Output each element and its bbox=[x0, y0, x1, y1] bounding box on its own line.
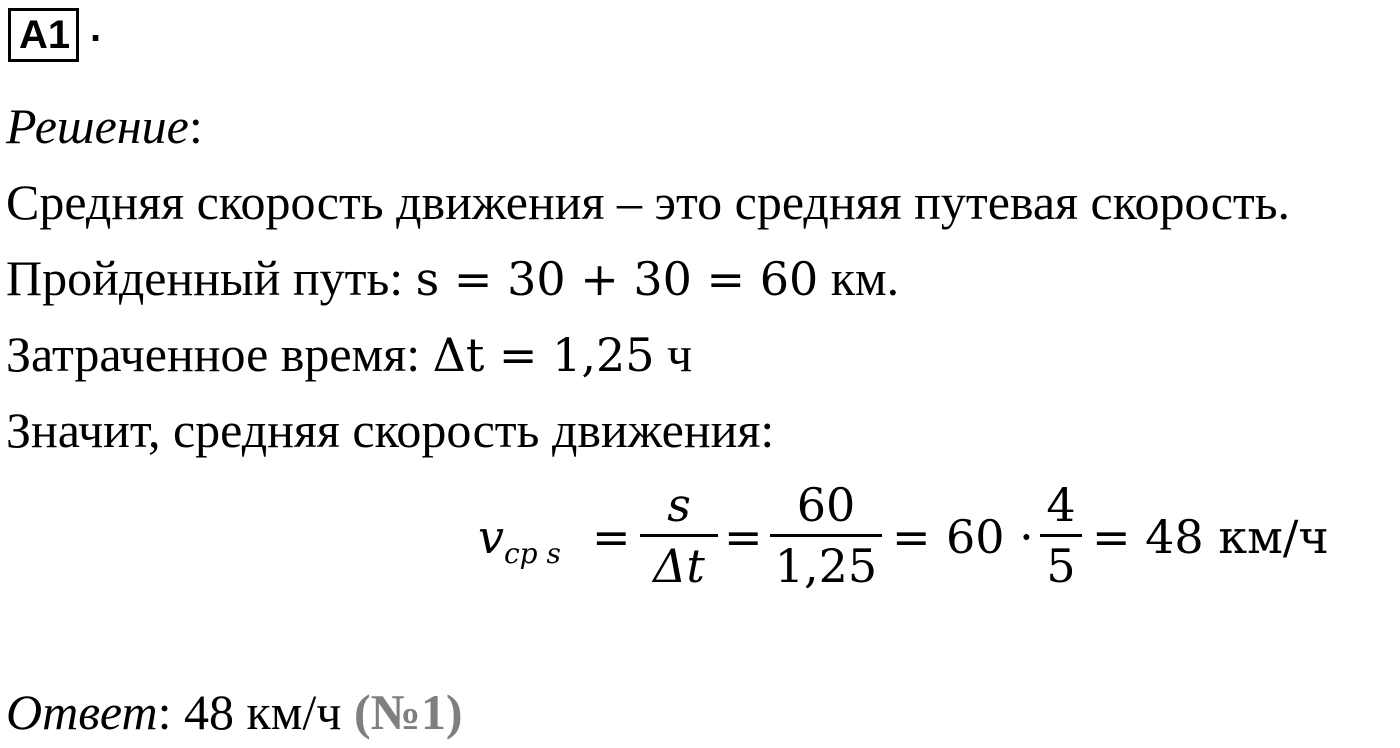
text-line-1: Средняя скорость движения – это средняя путевая скорость. bbox=[6, 174, 1291, 230]
problem-number: A1 bbox=[8, 8, 79, 62]
formula-v-symbol: v bbox=[478, 510, 504, 564]
text-line-3 bbox=[6, 324, 692, 385]
fraction-4-over-5 bbox=[1040, 478, 1082, 593]
fraction2-bar bbox=[770, 534, 882, 537]
line3-text: Затраченное время: bbox=[6, 326, 433, 382]
formula-mult: 60 · bbox=[946, 510, 1034, 564]
line2-unit: км. bbox=[818, 250, 900, 306]
formula-v-subscript: cp s bbox=[504, 537, 561, 571]
formula-eq-3: = bbox=[892, 510, 931, 564]
answer-reference: (№1) bbox=[353, 684, 463, 740]
fraction2-denominator: 1,25 bbox=[774, 539, 878, 593]
fraction1-numerator: s bbox=[667, 478, 691, 532]
solution-heading bbox=[6, 96, 203, 156]
formula-result: = 48 км/ч bbox=[1092, 510, 1329, 564]
text-line-4: Значит, средняя скорость движения: bbox=[6, 402, 775, 458]
fraction-60-over-125 bbox=[770, 478, 882, 593]
line2-text: Пройденный путь: bbox=[6, 250, 416, 306]
solution-colon: : bbox=[188, 98, 203, 154]
fraction3-numerator: 4 bbox=[1046, 478, 1076, 532]
line3-unit: ч bbox=[654, 326, 693, 382]
line3-math: Δt = 1,25 bbox=[432, 328, 655, 382]
formula-v bbox=[478, 510, 561, 581]
answer-line bbox=[6, 682, 462, 742]
formula-eq-2: = bbox=[724, 510, 763, 564]
fraction1-denominator: Δt bbox=[653, 539, 705, 593]
text-line-2 bbox=[6, 248, 899, 309]
fraction3-denominator: 5 bbox=[1046, 539, 1076, 593]
line2-math: s = 30 + 30 = 60 bbox=[415, 252, 819, 306]
formula-eq-1: = bbox=[592, 510, 631, 564]
answer-label: Ответ bbox=[6, 684, 158, 740]
fraction1-bar bbox=[640, 534, 718, 537]
problem-number-dot: . bbox=[90, 6, 102, 50]
solution-label: Решение bbox=[6, 98, 189, 154]
answer-value: : 48 км/ч bbox=[157, 684, 354, 740]
fraction-s-over-dt bbox=[640, 478, 718, 593]
fraction3-bar bbox=[1040, 534, 1082, 537]
fraction2-numerator: 60 bbox=[796, 478, 856, 532]
